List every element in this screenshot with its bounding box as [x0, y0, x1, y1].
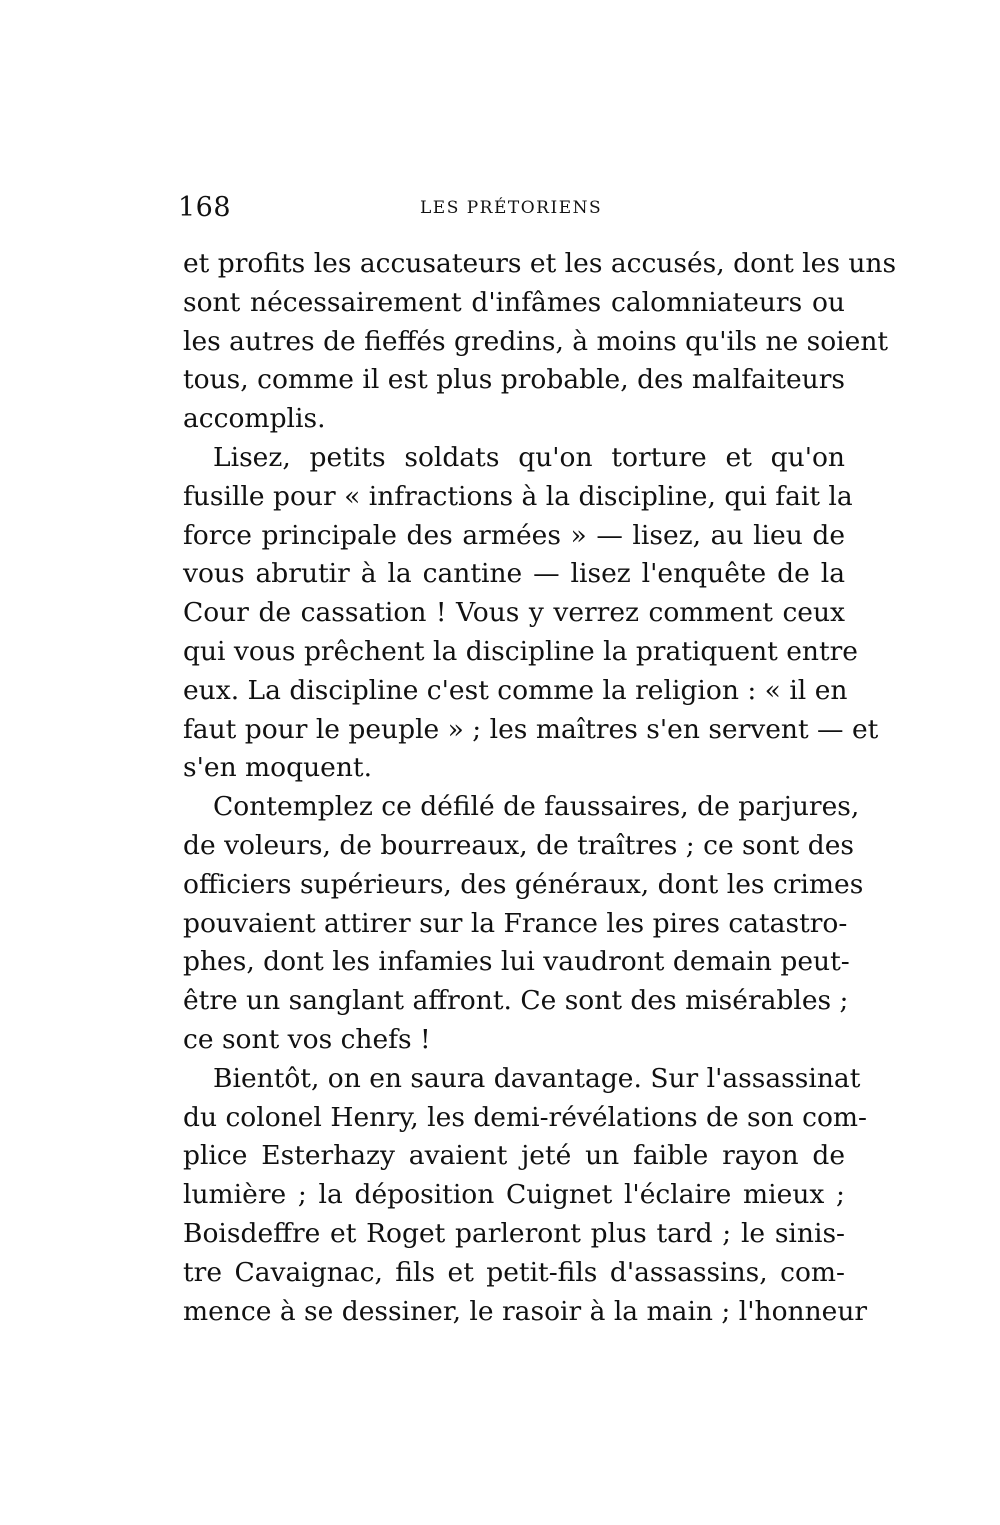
text-line: et profits les accusateurs et les accusés, dont les uns — [183, 248, 897, 279]
text-line: vous abrutir à la cantine — lisez l'enquête de la — [183, 558, 845, 590]
text-line: officiers supérieurs, des généraux, dont les crimes — [183, 868, 864, 900]
running-head — [178, 190, 848, 230]
text-line: sont nécessairement d'infâmes calomniateurs ou — [183, 286, 845, 318]
text-line: eux. La discipline c'est comme la religion : « il en — [183, 674, 848, 706]
text-line: les autres de fieffés gredins, à moins qu'ils ne soient — [183, 325, 889, 357]
text-line: du colonel Henry, les demi-révélations de son com- — [183, 1101, 867, 1133]
text-line: être un sanglant affront. Ce sont des misérables ; — [183, 985, 849, 1017]
text-line: force principale des armées » — lisez, au lieu de — [183, 519, 845, 551]
text-line: tre Cavaignac, fils et petit-fils d'assassins, com- — [183, 1256, 845, 1288]
text-line: lumière ; la déposition Cuignet l'éclaire mieux ; — [183, 1179, 845, 1211]
text-line: faut pour le peuple » ; les maîtres s'en servent — et — [183, 713, 879, 745]
paragraph-start-line: Lisez, petits soldats qu'on torture et qu'on — [213, 441, 845, 473]
body-text — [183, 245, 897, 1331]
paragraph-start-line: Contemplez ce défilé de faussaires, de parjures, — [213, 791, 860, 823]
paragraph-end-line: accomplis. — [183, 403, 326, 435]
text-line: fusille pour « infractions à la discipline, qui fait la — [183, 480, 853, 512]
text-line: qui vous prêchent la discipline la pratiquent entre — [183, 635, 858, 667]
text-line: plice Esterhazy avaient jeté un faible rayon de — [183, 1140, 845, 1172]
text-line: pouvaient attirer sur la France les pires catastro- — [183, 907, 848, 939]
text-line: Cour de cassation ! Vous y verrez comment ceux — [183, 597, 845, 629]
paragraph-end-line: s'en moquent. — [183, 752, 372, 784]
running-title: LES PRÉTORIENS — [420, 198, 603, 218]
page-number: 168 — [178, 192, 232, 223]
text-line: mence à se dessiner, le rasoir à la main ; l'honneur — [183, 1295, 868, 1327]
paragraph-start-line: Bientôt, on en saura davantage. Sur l'assassinat — [213, 1062, 861, 1094]
paragraph-end-line: ce sont vos chefs ! — [183, 1023, 431, 1055]
text-line: de voleurs, de bourreaux, de traîtres ; ce sont des — [183, 829, 854, 861]
text-line: tous, comme il est plus probable, des malfaiteurs — [183, 364, 845, 396]
text-line: phes, dont les infamies lui vaudront demain peut- — [183, 946, 850, 978]
text-line: Boisdeffre et Roget parleront plus tard ; le sinis- — [183, 1217, 845, 1249]
